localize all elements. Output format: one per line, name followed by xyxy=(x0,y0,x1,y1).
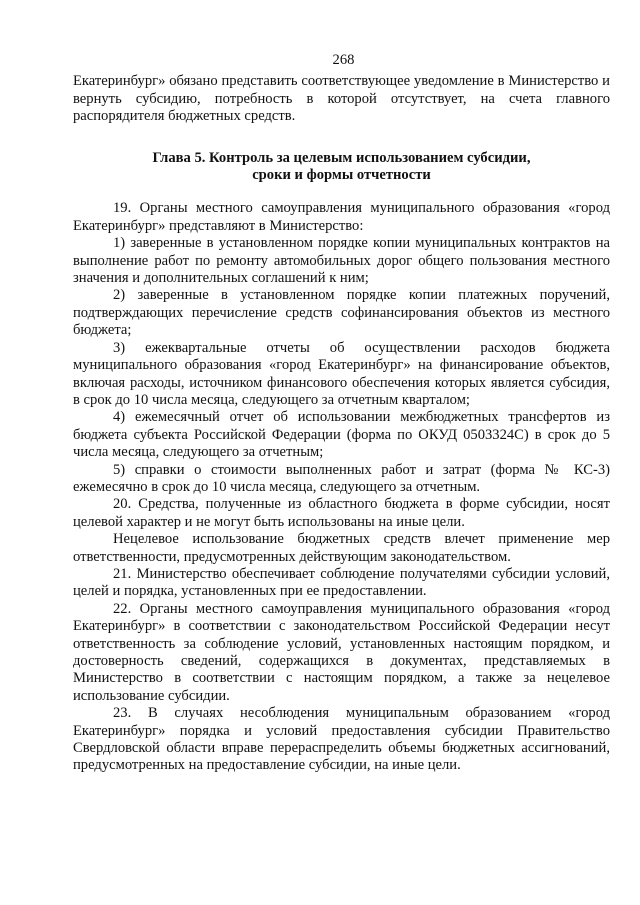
page-number: 268 xyxy=(332,52,355,68)
paragraph-23: 23. В случаях несоблюдения муниципальным образованием «город Екатеринбург» порядка и условий предоставления субсидии Правительство Свердловской области вправе перераспределить объемы бюджетных ассигнований, предусмотренных на предоставление субсидии, на иные цели. xyxy=(73,705,610,774)
paragraph-19-item-2: 2) заверенные в установленном порядке копии платежных поручений, подтверждающих перечисление средств софинансирования объектов из местного бюджета; xyxy=(73,287,610,339)
intro-paragraph: Екатеринбург» обязано представить соответствующее уведомление в Министерство и вернуть субсидию, потребность в которой отсутствует, на счета главного распорядителя бюджетных средств. xyxy=(73,73,610,125)
paragraph-19-item-5: 5) справки о стоимости выполненных работ и затрат (форма № КС-3) ежемесячно в срок до 10 числа месяца, следующего за отчетным. xyxy=(73,461,610,495)
paragraph-19-item-3: 3) ежеквартальные отчеты об осуществлении расходов бюджета муниципального образования «город Екатеринбург» на финансирование объектов, включая расходы, источником финансового обеспечения которых является субсидия, в срок до 10 числа месяца, следующего за отчетным кварталом; xyxy=(73,339,610,408)
paragraph-19-item-1: 1) заверенные в установленном порядке копии муниципальных контрактов на выполнение работ по ремонту автомобильных дорог общего пользования местного значения и дополнительных соглашений к ним; xyxy=(73,235,610,287)
paragraph-19-item-4: 4) ежемесячный отчет об использовании межбюджетных трансфертов из бюджета субъекта Российской Федерации (форма по ОКУД 0503324С) в срок до 5 числа месяца, следующего за отчетным; xyxy=(73,409,610,461)
chapter-heading xyxy=(73,150,610,185)
paragraph-20-note: Нецелевое использование бюджетных средств влечет применение мер ответственности, предусмотренных действующим законодательством. xyxy=(73,531,610,565)
chapter-heading-line-1: Глава 5. Контроль за целевым использованием субсидии, xyxy=(152,149,531,166)
paragraph-21: 21. Министерство обеспечивает соблюдение получателями субсидии условий, целей и порядка, установленных при ее предоставлении. xyxy=(73,565,610,600)
chapter-heading-line-2: сроки и формы отчетности xyxy=(252,167,431,184)
paragraph-20: 20. Средства, полученные из областного бюджета в форме субсидии, носят целевой характер и не могут быть использованы на иные цели. xyxy=(73,496,610,530)
paragraph-22: 22. Органы местного самоуправления муниципального образования «город Екатеринбург» в соответствии с законодательством Российской Федерации несут ответственность за соблюдение условий, установленных настоящим порядком, и достоверность сведений, содержащихся в документах, представляемых в Министерство в соответствии с настоящим порядком, а также за нецелевое использование субсидии. xyxy=(73,600,610,704)
paragraph-19: 19. Органы местного самоуправления муниципального образования «город Екатеринбург» представляют в Министерство: xyxy=(73,200,610,234)
